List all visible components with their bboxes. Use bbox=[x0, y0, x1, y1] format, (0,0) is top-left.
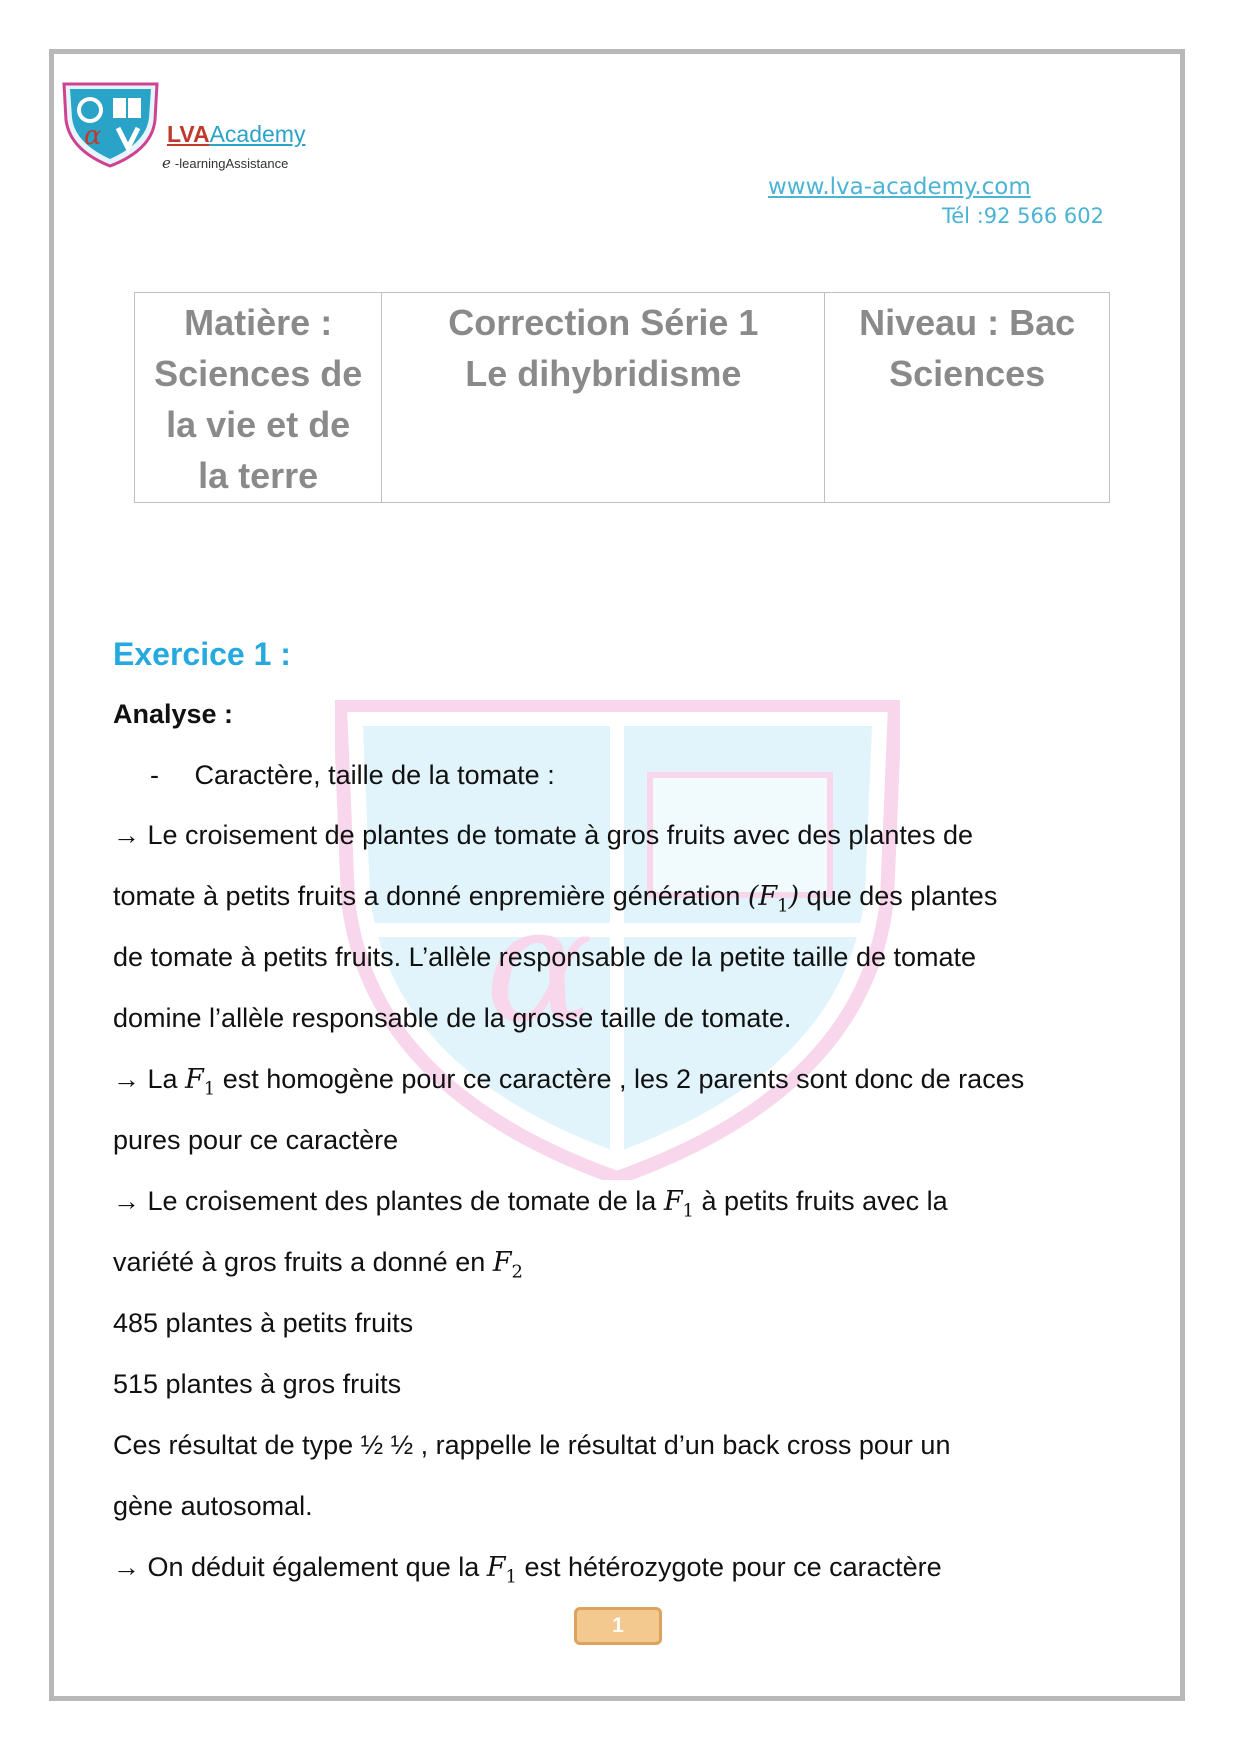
text-line bbox=[113, 1064, 1024, 1099]
math-base: F bbox=[492, 1247, 512, 1278]
text-segment: tomate à petits fruits a donné enpremière génération bbox=[113, 881, 748, 911]
text-segment: pures pour ce caractère bbox=[113, 1125, 399, 1155]
text-line bbox=[113, 1247, 523, 1282]
title-cell bbox=[382, 293, 825, 503]
brand-academy: Academy bbox=[209, 121, 306, 147]
info-table bbox=[134, 292, 1110, 503]
svg-text:α: α bbox=[485, 871, 594, 1058]
math-subscript: 1 bbox=[505, 1566, 517, 1588]
subject-line: la vie et de bbox=[166, 404, 351, 445]
text-segment: → Le croisement des plantes de tomate de la bbox=[113, 1186, 664, 1216]
text-segment: de tomate à petits fruits. L’allèle responsable de la petite taille de tomate bbox=[113, 942, 977, 972]
exercise-heading: Exercice 1 : bbox=[113, 636, 291, 672]
text-line bbox=[113, 1369, 401, 1400]
text-segment: gène autosomal. bbox=[113, 1491, 313, 1521]
page-number: 1 bbox=[574, 1607, 662, 1645]
math-symbol bbox=[492, 1247, 523, 1283]
text-line bbox=[113, 1430, 950, 1461]
subject-cell bbox=[135, 293, 382, 503]
text-segment: 485 plantes à petits fruits bbox=[113, 1308, 414, 1338]
math-subscript: 1 bbox=[777, 895, 789, 917]
text-line bbox=[113, 1186, 948, 1221]
bullet-marker: - bbox=[150, 760, 159, 790]
math-subscript: 2 bbox=[511, 1261, 523, 1283]
math-base: (F bbox=[747, 881, 778, 912]
text-segment: Ces résultat de type ½ ½ , rappelle le résultat d’un back cross pour un bbox=[113, 1430, 951, 1460]
level-cell bbox=[825, 293, 1110, 503]
text-segment: que des plantes bbox=[799, 881, 998, 911]
math-symbol bbox=[747, 881, 800, 917]
text-segment: variété à gros fruits a donné en bbox=[113, 1247, 493, 1277]
math-subscript: 1 bbox=[203, 1078, 216, 1100]
lva-logo bbox=[58, 80, 163, 168]
text-line bbox=[113, 1308, 413, 1339]
phone-number: Tél :92 566 602 bbox=[942, 204, 1105, 228]
brand-name bbox=[167, 121, 305, 148]
text-line bbox=[113, 1552, 942, 1587]
text-segment: → Le croisement de plantes de tomate à gros fruits avec des plantes de bbox=[113, 820, 973, 850]
math-subscript: 1 bbox=[682, 1200, 694, 1222]
math-base: F bbox=[486, 1552, 506, 1583]
math-close: ) bbox=[788, 881, 800, 912]
math-symbol bbox=[663, 1186, 694, 1222]
subject-line: Matière : bbox=[184, 302, 333, 343]
level-line: Niveau : Bac bbox=[859, 302, 1076, 343]
text-segment: 515 plantes à gros fruits bbox=[113, 1369, 402, 1399]
tagline-e: e bbox=[162, 154, 171, 172]
math-base: F bbox=[185, 1064, 204, 1095]
text-segment: domine l’allèle responsable de la grosse taille de tomate. bbox=[113, 1003, 792, 1033]
brand-lva: LVA bbox=[167, 121, 210, 147]
website-link[interactable]: www.lva-academy.com bbox=[768, 174, 1031, 200]
analyse-heading: Analyse : bbox=[113, 699, 234, 729]
text-line bbox=[113, 881, 997, 916]
math-symbol bbox=[486, 1552, 517, 1588]
text-line bbox=[113, 1491, 313, 1522]
title-line: Le dihybridisme bbox=[465, 353, 742, 394]
math-base: F bbox=[663, 1186, 683, 1217]
text-segment: à petits fruits avec la bbox=[694, 1186, 948, 1216]
level-line: Sciences bbox=[889, 353, 1046, 394]
text-segment: est homogène pour ce caractère , les 2 parents sont donc de races bbox=[215, 1064, 1025, 1094]
text-line bbox=[113, 1125, 398, 1156]
math-symbol bbox=[185, 1064, 216, 1100]
text-line bbox=[113, 942, 976, 973]
svg-text:α: α bbox=[84, 121, 102, 151]
bullet-item bbox=[150, 760, 555, 791]
subject-line: Sciences de bbox=[154, 353, 363, 394]
title-line: Correction Série 1 bbox=[448, 302, 759, 343]
text-segment: est hétérozygote pour ce caractère bbox=[516, 1552, 942, 1582]
text-segment: → On déduit également que la bbox=[113, 1552, 487, 1582]
text-segment: → La bbox=[113, 1064, 186, 1094]
bullet-text: Caractère, taille de la tomate : bbox=[194, 760, 555, 790]
text-line bbox=[113, 1003, 791, 1034]
text-line bbox=[113, 820, 973, 851]
subject-line: la terre bbox=[198, 455, 319, 496]
brand-tagline bbox=[162, 154, 288, 172]
tagline-text: -learningAssistance bbox=[174, 156, 289, 171]
